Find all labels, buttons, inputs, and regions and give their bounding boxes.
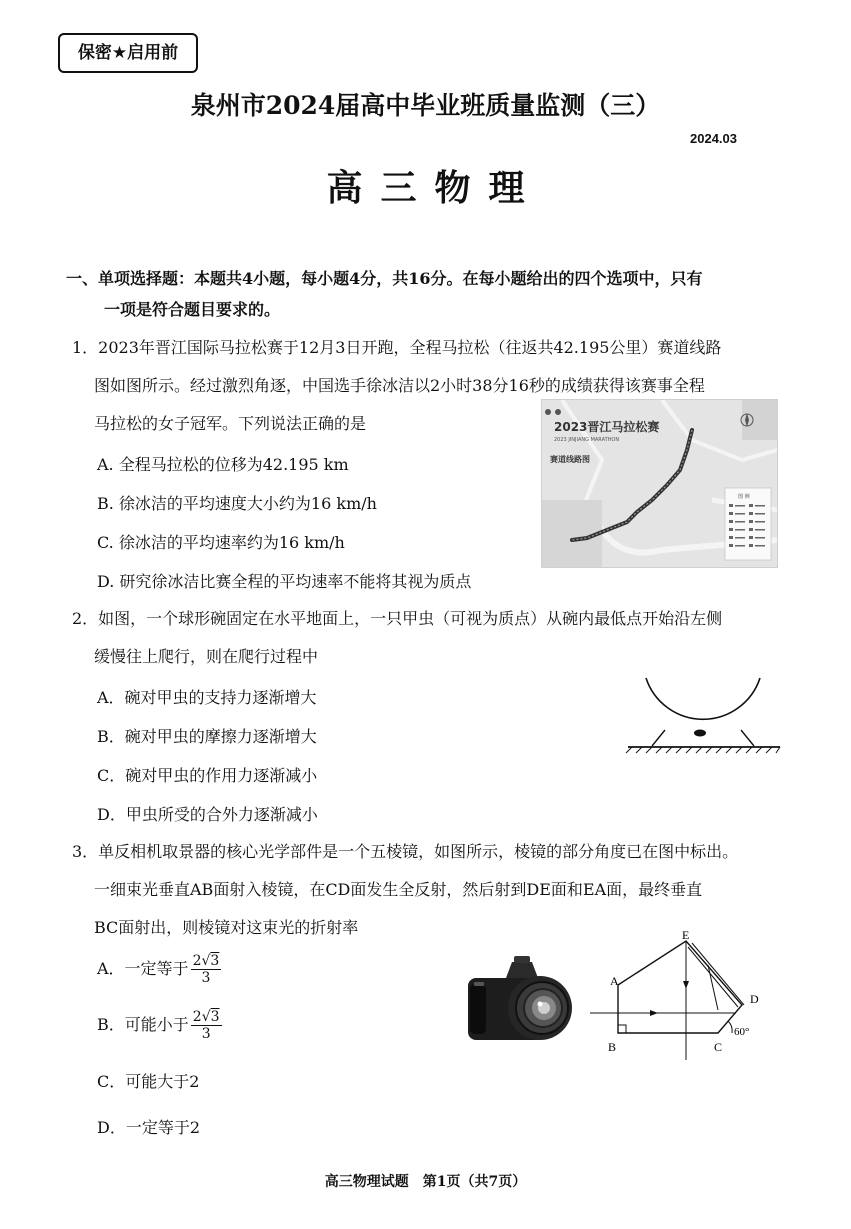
label-a: A [610,974,619,988]
exam-date: 2024.03 [690,131,737,146]
label-e: E [682,928,690,942]
camera-illustration [466,952,578,1044]
map-subtitle: 2023 JINJIANG MARATHON [554,437,620,443]
q2-option-a[interactable]: A．碗对甲虫的支持力逐渐增大 [97,688,317,707]
q2-option-c[interactable]: C．碗对甲虫的作用力逐渐减小 [97,766,318,785]
bowl-diagram [624,676,784,756]
q2-line-1: 2．如图，一个球形碗固定在水平地面上，一只甲虫（可视为质点）从碗内最低点开始沿左侧 [72,609,723,628]
q3-line-3: BC面射出，则棱镜对这束光的折射率 [94,918,359,937]
label-d: D [750,992,759,1006]
label-angle-60: 60° [734,1026,750,1038]
q3-option-d[interactable]: D．一定等于2 [97,1118,201,1137]
q2-option-d[interactable]: D．甲虫所受的合外力逐渐减小 [97,805,318,824]
question-2 [72,600,787,676]
route-map-graphic [542,400,777,567]
page-footer: 高三物理试题 第1页（共7页） [324,1174,527,1190]
q1-line-2: 图如图所示。经过激烈角逐，中国选手徐冰洁以2小时38分16秒的成绩获得该赛事全程 [94,376,705,395]
marathon-route-map [541,399,778,568]
q1-line-3: 马拉松的女子冠军。下列说法正确的是 [94,414,367,433]
q1-option-a[interactable]: A. 全程马拉松的位移为42.195 km [97,455,349,474]
pentaprism-diagram [588,925,778,1060]
fraction-2root3-over-3-b: $\frac{2√3}{3}$ [192,1009,220,1042]
map-title: 2023晋江马拉松赛 [554,420,660,434]
q3-option-b-label: B．可能小于 [97,1015,189,1034]
section-line-2: 一项是符合题目要求的。 [104,300,281,319]
subject-title: 高三物理 [326,167,543,209]
label-c: C [714,1040,723,1054]
map-legend-title: 图 例 [738,494,750,500]
label-b: B [608,1040,617,1054]
q1-option-c[interactable]: C. 徐冰洁的平均速率约为16 km/h [97,533,345,552]
confidential-stamp: 保密★启用前 [58,33,198,73]
q3-line-2: 一细束光垂直AB面射入棱镜，在CD面发生全反射，然后射到DE面和EA面，最终垂直 [94,880,703,899]
section-instructions [66,263,782,325]
q2-option-b[interactable]: B．碗对甲虫的摩擦力逐渐增大 [97,727,317,746]
q3-line-1: 3．单反相机取景器的核心光学部件是一个五棱镜，如图所示，棱镜的部分角度已在图中标出。 [72,842,739,861]
q2-line-2: 缓慢往上爬行，则在爬行过程中 [94,647,319,666]
q3-option-a-label: A．一定等于 [97,959,189,978]
fraction-2root3-over-3-a: $\frac{2√3}{3}$ [192,953,220,986]
q1-option-b[interactable]: B. 徐冰洁的平均速度大小约为16 km/h [97,494,377,513]
map-route-label: 赛道线路图 [550,455,590,464]
q1-line-1: 1．2023年晋江国际马拉松赛于12月3日开跑，全程马拉松（往返共42.195公里）赛道线路 [72,338,722,357]
exam-title: 泉州市2024届高中毕业班质量监测（三） [190,91,661,120]
q3-option-b[interactable] [97,1009,222,1042]
q3-option-c[interactable]: C．可能大于2 [97,1072,200,1091]
section-line-1: 一、单项选择题：本题共4小题，每小题4分，共16分。在每小题给出的四个选项中，只有 [66,269,703,288]
q3-option-a[interactable] [97,953,221,986]
beetle-icon [694,730,706,737]
q1-option-d[interactable]: D. 研究徐冰洁比赛全程的平均速率不能将其视为质点 [97,572,472,591]
